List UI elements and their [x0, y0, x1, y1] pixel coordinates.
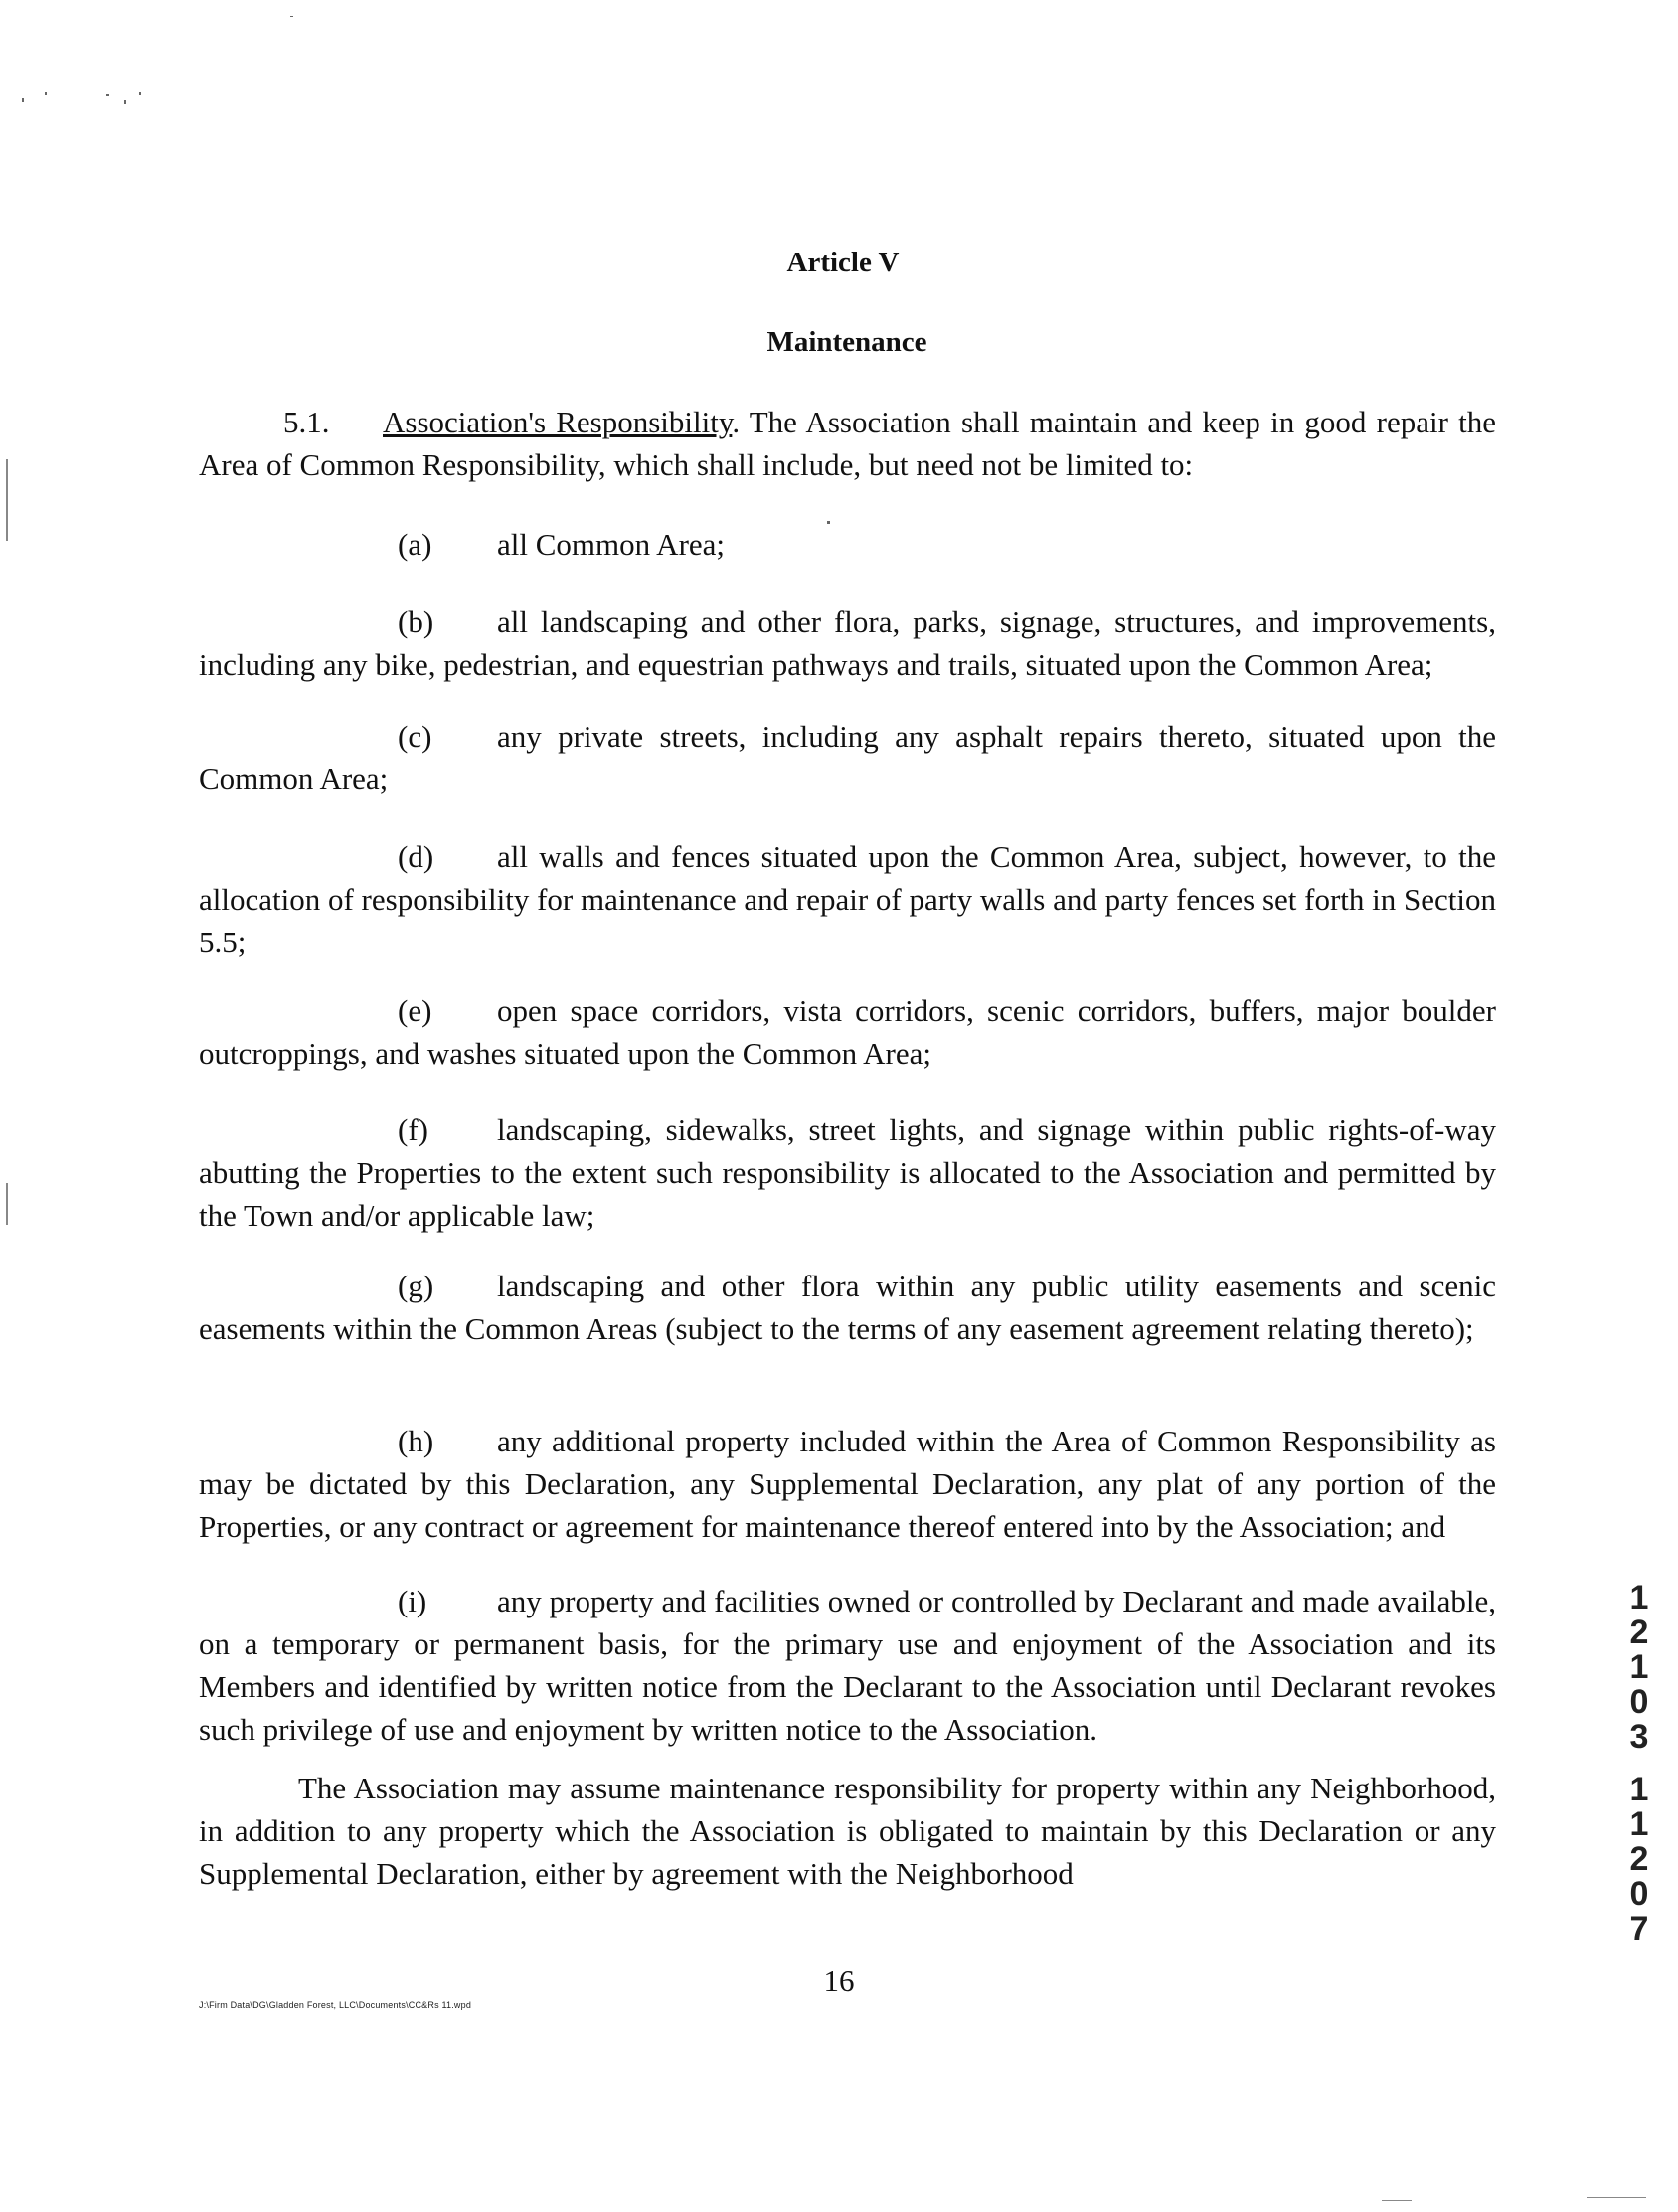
list-item	[199, 835, 1496, 963]
list-item-text: all landscaping and other flora, parks, signage, structures, and improvements, including any bike, pedestrian, and equestrian pathways and trails, situated upon the Common Area;	[199, 604, 1496, 682]
scan-speck	[139, 92, 141, 95]
list-item-letter: (a)	[398, 527, 432, 562]
scan-speck	[124, 100, 126, 104]
section-text: . The Association shall maintain and keep in good repair the Area of Common Responsibility, which shall include, but need not be limited to:	[199, 405, 1496, 482]
list-item-letter: (b)	[398, 604, 434, 639]
list-item-text: any private streets, including any asphalt repairs thereto, situated upon the Common Area;	[199, 719, 1496, 796]
scan-speck	[106, 94, 109, 96]
stamp-digit: 2	[1629, 1840, 1649, 1878]
list-item-text: all walls and fences situated upon the Common Area, subject, however, to the allocation of responsibility for maintenance and repair of party walls and party fences set forth in Section 5.5;	[199, 839, 1497, 959]
stamp-digit: 0	[1629, 1683, 1649, 1721]
list-item	[199, 523, 1496, 566]
list-item-letter: (e)	[398, 993, 432, 1028]
list-item-letter: (f)	[398, 1112, 428, 1147]
stamp-digit: 0	[1629, 1875, 1649, 1913]
recording-stamp-first	[1622, 1581, 1656, 1755]
list-item-text: any additional property included within the Area of Common Responsibility as may be dictated by this Declaration, any Supplemental Declaration, any plat of any portion of the Properties, or any contract or agreement for maintenance thereof entered into by the Association; and	[199, 1424, 1496, 1544]
list-item-letter: (g)	[398, 1269, 434, 1303]
scan-margin-line	[6, 459, 8, 541]
section-title: Association's Responsibility	[383, 405, 733, 439]
list-item	[199, 1265, 1496, 1350]
list-item-text: landscaping, sidewalks, street lights, and signage within public rights-of-way abutting the Properties to the extent such responsibility is allocated to the Association and permitted by the Town and/or applicable law;	[199, 1112, 1496, 1233]
list-item-letter: (c)	[398, 719, 432, 754]
stamp-digit: 3	[1629, 1718, 1649, 1756]
section-heading: Maintenance	[766, 326, 927, 358]
scan-speck	[290, 16, 293, 17]
recording-stamp-second	[1622, 1773, 1656, 1947]
section-number: 5.1.	[283, 405, 330, 439]
list-item	[199, 1580, 1496, 1751]
footer-file-path: J:\Firm Data\DG\Gladden Forest, LLC\Documents\CC&Rs 11.wpd	[199, 2000, 472, 2010]
list-item-letter: (d)	[398, 839, 434, 874]
stamp-digit: 1	[1629, 1579, 1649, 1616]
list-item-letter: (h)	[398, 1424, 434, 1458]
list-item-letter: (i)	[398, 1584, 427, 1618]
closing-paragraph	[199, 1767, 1496, 1895]
stamp-digit: 1	[1629, 1771, 1649, 1808]
section-5-1-paragraph	[199, 401, 1496, 486]
list-item	[199, 715, 1496, 800]
stamp-digit: 2	[1629, 1614, 1649, 1651]
list-item	[199, 1108, 1496, 1237]
list-item-text: any property and facilities owned or controlled by Declarant and made available, on a temporary or permanent basis, for the primary use and enjoyment of the Association and its Members and identified by written notice from the Declarant to the Association until Declarant revokes such privilege of use and enjoyment by written notice to the Association.	[199, 1584, 1496, 1747]
scan-bottom-line	[1382, 2200, 1412, 2201]
scan-speck	[22, 98, 24, 102]
scan-speck	[45, 92, 47, 95]
scan-margin-line	[6, 1183, 8, 1225]
scan-bottom-line	[1587, 2197, 1646, 2198]
stamp-digit: 7	[1629, 1910, 1649, 1948]
closing-paragraph-text: The Association may assume maintenance responsibility for property within any Neighborhood, in addition to any property which the Association is obligated to maintain by this Declaration or any Supplemental Declaration, either by agreement with the Neighborhood	[199, 1771, 1496, 1891]
list-item-text: landscaping and other flora within any public utility easements and scenic easements within the Common Areas (subject to the terms of any easement agreement relating thereto);	[199, 1269, 1496, 1346]
list-item	[199, 989, 1496, 1075]
article-heading: Article V	[786, 247, 900, 278]
list-item-text: all Common Area;	[497, 527, 726, 562]
list-item-text: open space corridors, vista corridors, scenic corridors, buffers, major boulder outcroppings, and washes situated upon the Common Area;	[199, 993, 1496, 1071]
stamp-digit: 1	[1629, 1648, 1649, 1686]
list-item	[199, 600, 1496, 686]
list-item	[199, 1420, 1496, 1548]
page-number: 16	[823, 1963, 855, 1998]
stamp-digit: 1	[1629, 1805, 1649, 1843]
